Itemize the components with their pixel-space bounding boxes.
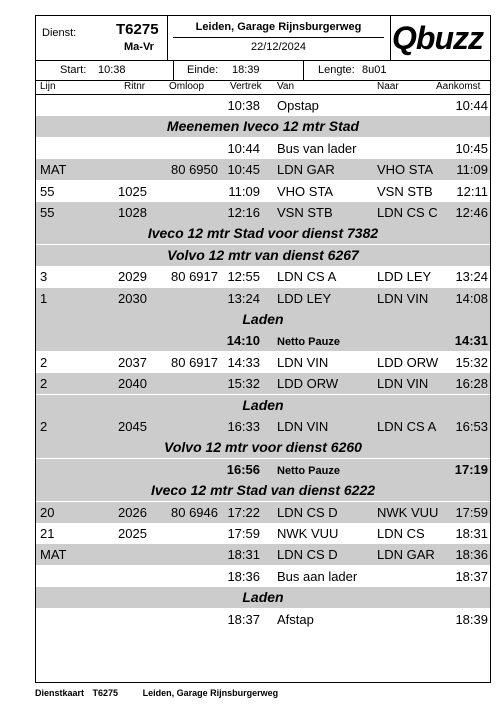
cell-lijn: 2 [40,419,48,434]
length-value: 8u01 [362,64,387,76]
cell-ritnr: 1028 [118,205,147,220]
header [36,16,490,61]
cell-vertrek: 10:38 [227,98,260,113]
location-cell [167,16,391,60]
cell-omloop: 80 6946 [171,504,218,520]
cell-ritnr: 2025 [118,526,147,541]
col-van: Van [277,81,295,92]
divider [173,37,384,38]
cell-ritnr: 2026 [118,504,147,520]
cell-aankomst: 12:11 [456,183,488,199]
col-naar: Naar [377,81,399,92]
section-title: Laden [242,396,284,413]
cell-van: VSN STB [277,205,333,220]
cell-van: Netto Pauze [277,464,340,477]
dienst-days: Ma-Vr [124,41,154,53]
end-label: Einde: [187,64,219,76]
trip-row [36,502,490,523]
cell-van: LDD LEY [277,290,332,306]
cell-van: NWK VUU [277,526,339,541]
cell-lijn: MAT [40,547,67,563]
trip-row [36,159,490,180]
cell-lijn: 21 [40,526,55,541]
cell-aankomst: 15:32 [455,354,488,370]
cell-van: Bus van lader [277,140,357,156]
cell-aankomst: 11:09 [456,162,488,178]
cell-lijn: 2 [40,354,48,370]
section-title-row [36,116,490,137]
cell-omloop: 80 6917 [171,269,218,285]
cell-naar: LDD ORW [377,354,439,370]
info-bar [36,60,490,81]
cell-van: LDD ORW [277,376,339,392]
length-label: Lengte: [318,64,355,76]
cell-naar: VHO STA [377,162,434,178]
cell-vertrek: 18:31 [227,547,260,563]
cell-van: Afstap [277,611,314,627]
cell-ritnr: 1025 [118,183,147,199]
cell-vertrek: 10:45 [227,162,260,178]
cell-aankomst: 18:36 [455,547,488,563]
cell-vertrek: 17:59 [227,526,260,541]
cell-ritnr: 2037 [118,354,147,370]
cell-naar: LDN CS [377,526,425,541]
cell-van: LDN CS D [277,504,338,520]
pause-row [36,330,490,351]
start-segment [36,60,174,80]
cell-aankomst: 12:46 [455,205,488,220]
start-value: 10:38 [98,64,126,76]
trip-row [36,138,490,159]
col-ritnr: Ritnr [124,81,146,92]
cell-naar: LDD LEY [377,269,432,285]
column-header [36,81,490,95]
cell-aankomst: 13:24 [455,269,488,285]
section-title-row [36,437,490,458]
cell-vertrek: 16:33 [227,419,260,434]
cell-lijn: 2 [40,376,48,392]
section-title: Laden [242,311,284,327]
cell-aankomst: 17:59 [455,504,488,520]
footer-label: Dienstkaart [35,688,85,698]
cell-van: Netto Pauze [277,336,340,349]
col-vertrek: Vertrek [230,81,262,92]
trip-row [36,181,490,202]
cell-ritnr: 2045 [118,419,147,434]
qbuzz-logo: Qbuzz [392,20,483,56]
logo-cell [390,16,490,60]
cell-omloop: 80 6950 [171,162,218,178]
trip-row [36,544,490,565]
cell-vertrek: 18:37 [227,611,260,627]
trip-row [36,288,490,309]
cell-van: LDN VIN [277,354,329,370]
cell-lijn: 55 [40,183,55,199]
cell-aankomst: 17:19 [454,461,488,477]
section-title-row [36,245,490,266]
cell-aankomst: 14:31 [454,333,488,349]
cell-vertrek: 14:33 [227,354,260,370]
cell-naar: VSN STB [377,183,433,199]
section-title: Laden [242,589,284,606]
section-title: Iveco 12 mtr Stad van dienst 6222 [150,482,376,499]
dienst-label: Dienst: [42,27,77,39]
cell-vertrek: 10:44 [227,140,260,156]
cell-van: LDN GAR [277,162,335,178]
length-segment [303,60,490,80]
start-label: Start: [60,64,87,76]
cell-aankomst: 18:31 [455,526,488,541]
section-title-row [36,395,490,416]
cell-aankomst: 18:37 [455,568,488,584]
dienst-cell [36,16,168,60]
cell-omloop: 80 6917 [171,354,218,370]
col-omloop: Omloop [169,81,205,92]
cell-lijn: 20 [40,504,55,520]
cell-vertrek: 17:22 [227,504,260,520]
cell-aankomst: 14:08 [455,290,488,306]
cell-aankomst: 18:39 [455,611,488,627]
cell-naar: LDN CS A [377,419,437,434]
cell-naar: LDN VIN [377,376,429,392]
cell-ritnr: 2029 [118,269,147,285]
section-title-row [36,587,490,608]
cell-vertrek: 11:09 [228,183,260,199]
cell-vertrek: 12:55 [227,269,260,285]
cell-van: Opstap [277,98,319,113]
trip-row [36,202,490,223]
cell-vertrek: 12:16 [227,205,260,220]
section-title: Volvo 12 mtr voor dienst 6260 [164,439,362,456]
cell-aankomst: 16:53 [455,419,488,434]
cell-lijn: 55 [40,205,55,220]
cell-vertrek: 14:10 [226,333,260,349]
end-value: 18:39 [232,64,260,76]
section-title: Meenemen Iveco 12 mtr Stad [166,118,360,135]
trip-row [36,566,490,587]
cell-naar: NWK VUU [377,504,439,520]
end-segment [173,60,304,80]
cell-vertrek: 13:24 [227,290,260,306]
trip-row [36,609,490,630]
footer-dienst: T6275 [92,688,119,698]
cell-ritnr: 2040 [118,376,147,392]
dienstkaart-frame [35,15,491,683]
cell-lijn: 1 [40,290,48,306]
trip-row [36,416,490,437]
trip-row [36,95,490,116]
location: Leiden, Garage Rijnsburgerweg [195,21,362,33]
section-title-row [36,223,490,244]
cell-aankomst: 16:28 [455,376,488,392]
pause-row [36,459,490,480]
footer [35,688,278,698]
cell-aankomst: 10:44 [455,98,488,113]
col-aankomst: Aankomst [436,81,481,92]
cell-vertrek: 15:32 [227,376,260,392]
trip-row [36,523,490,544]
cell-lijn: 3 [40,269,48,285]
cell-vertrek: 18:36 [227,568,260,584]
cell-naar: LDN VIN [377,290,429,306]
cell-lijn: MAT [40,162,67,178]
cell-aankomst: 10:45 [455,140,488,156]
trip-row [36,266,490,287]
date: 22/12/2024 [250,41,307,53]
cell-van: LDN CS A [277,269,337,285]
cell-naar: LDN CS C [377,205,438,220]
cell-van: Bus aan lader [277,568,358,584]
footer-location: Leiden, Garage Rijnsburgerweg [142,688,279,698]
cell-naar: LDN GAR [377,547,435,563]
cell-van: VHO STA [277,183,334,199]
cell-vertrek: 16:56 [226,461,260,477]
section-title: Iveco 12 mtr Stad voor dienst 7382 [147,225,379,242]
cell-van: LDN CS D [277,547,338,563]
dienst-number: T6275 [116,21,159,38]
cell-ritnr: 2030 [118,290,147,306]
col-lijn: Lijn [40,81,56,92]
section-title: Volvo 12 mtr van dienst 6267 [167,246,359,263]
section-title-row [36,480,490,501]
cell-van: LDN VIN [277,419,329,434]
trip-row [36,352,490,373]
section-title-row [36,309,490,330]
trip-row [36,373,490,394]
